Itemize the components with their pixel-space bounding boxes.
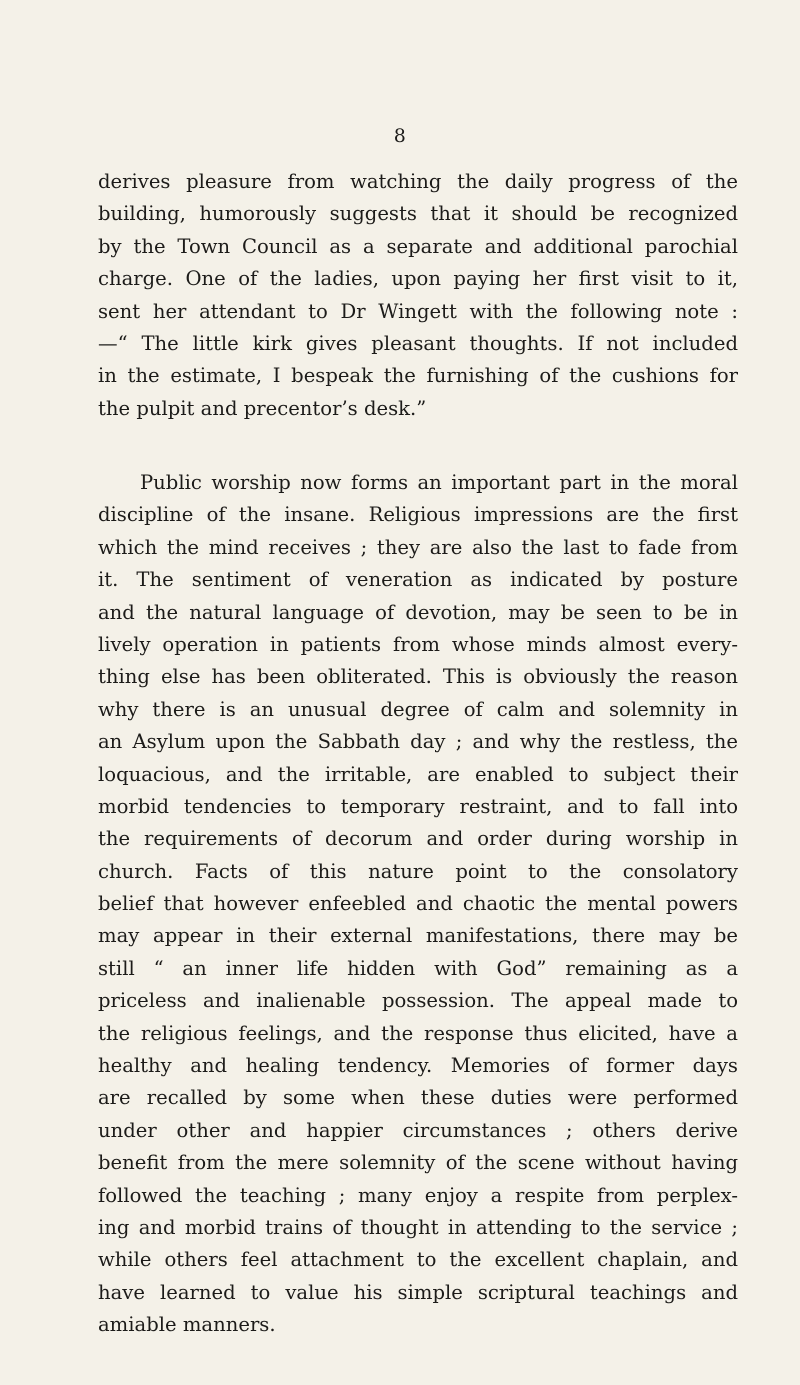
- paragraph-1: [98, 166, 738, 425]
- paragraph-2: [98, 467, 738, 1342]
- text-line: discipline of the insane. Religious impressions are the first: [98, 503, 738, 527]
- text-line: Public worship now forms an important part in the moral: [140, 471, 738, 494]
- text-line: while others feel attachment to the excellent chaplain, and: [98, 1248, 738, 1272]
- text-line: have learned to value his simple scriptural teachings and: [98, 1280, 738, 1304]
- text-line: under other and happier circumstances ; others derive: [98, 1118, 738, 1142]
- text-line: still “ an inner life hidden with God” remaining as a: [98, 956, 738, 980]
- text-line: amiable manners.: [98, 1313, 276, 1337]
- text-line: thing else has been obliterated. This is obviously the reason: [98, 665, 738, 689]
- text-line: the requirements of decorum and order during worship in: [98, 827, 738, 851]
- text-line: and the natural language of devotion, may be seen to be in: [98, 600, 738, 624]
- text-line: an Asylum upon the Sabbath day ; and why the restless, the: [98, 730, 738, 754]
- text-line: followed the teaching ; many enjoy a respite from perplex-: [98, 1183, 738, 1207]
- page-number: 8: [393, 125, 407, 147]
- text-line: belief that however enfeebled and chaotic the mental powers: [98, 892, 738, 916]
- text-line: by the Town Council as a separate and additional parochial: [98, 234, 738, 258]
- text-line: —“ The little kirk gives pleasant thoughts. If not included: [98, 331, 738, 355]
- text-line: priceless and inalienable possession. The appeal made to: [98, 989, 738, 1013]
- text-line: building, humorously suggests that it should be recognized: [98, 202, 738, 226]
- text-line: are recalled by some when these duties were performed: [98, 1086, 738, 1110]
- text-line: healthy and healing tendency. Memories of former days: [98, 1054, 738, 1078]
- text-line: lively operation in patients from whose minds almost every-: [98, 632, 738, 656]
- text-line: which the mind receives ; they are also the last to fade from: [98, 535, 738, 559]
- text-line: benefit from the mere solemnity of the scene without having: [98, 1151, 738, 1175]
- text-line: loquacious, and the irritable, are enabled to subject their: [98, 762, 738, 786]
- text-line: why there is an unusual degree of calm and solemnity in: [98, 697, 738, 721]
- text-line: may appear in their external manifestations, there may be: [98, 924, 738, 948]
- text-line: church. Facts of this nature point to the consolatory: [98, 859, 738, 883]
- text-line: the pulpit and precentor’s desk.”: [98, 396, 427, 420]
- text-line: charge. One of the ladies, upon paying her first visit to it,: [98, 267, 738, 291]
- text-line: in the estimate, I bespeak the furnishing of the cushions for: [98, 364, 738, 388]
- text-line: it. The sentiment of veneration as indicated by posture: [98, 568, 738, 592]
- text-line: derives pleasure from watching the daily progress of the: [98, 170, 738, 193]
- text-line: sent her attendant to Dr Wingett with the following note :: [98, 299, 738, 323]
- text-line: the religious feelings, and the response thus elicited, have a: [98, 1021, 738, 1045]
- text-line: morbid tendencies to temporary restraint, and to fall into: [98, 794, 738, 818]
- text-line: ing and morbid trains of thought in attending to the service ;: [98, 1215, 738, 1239]
